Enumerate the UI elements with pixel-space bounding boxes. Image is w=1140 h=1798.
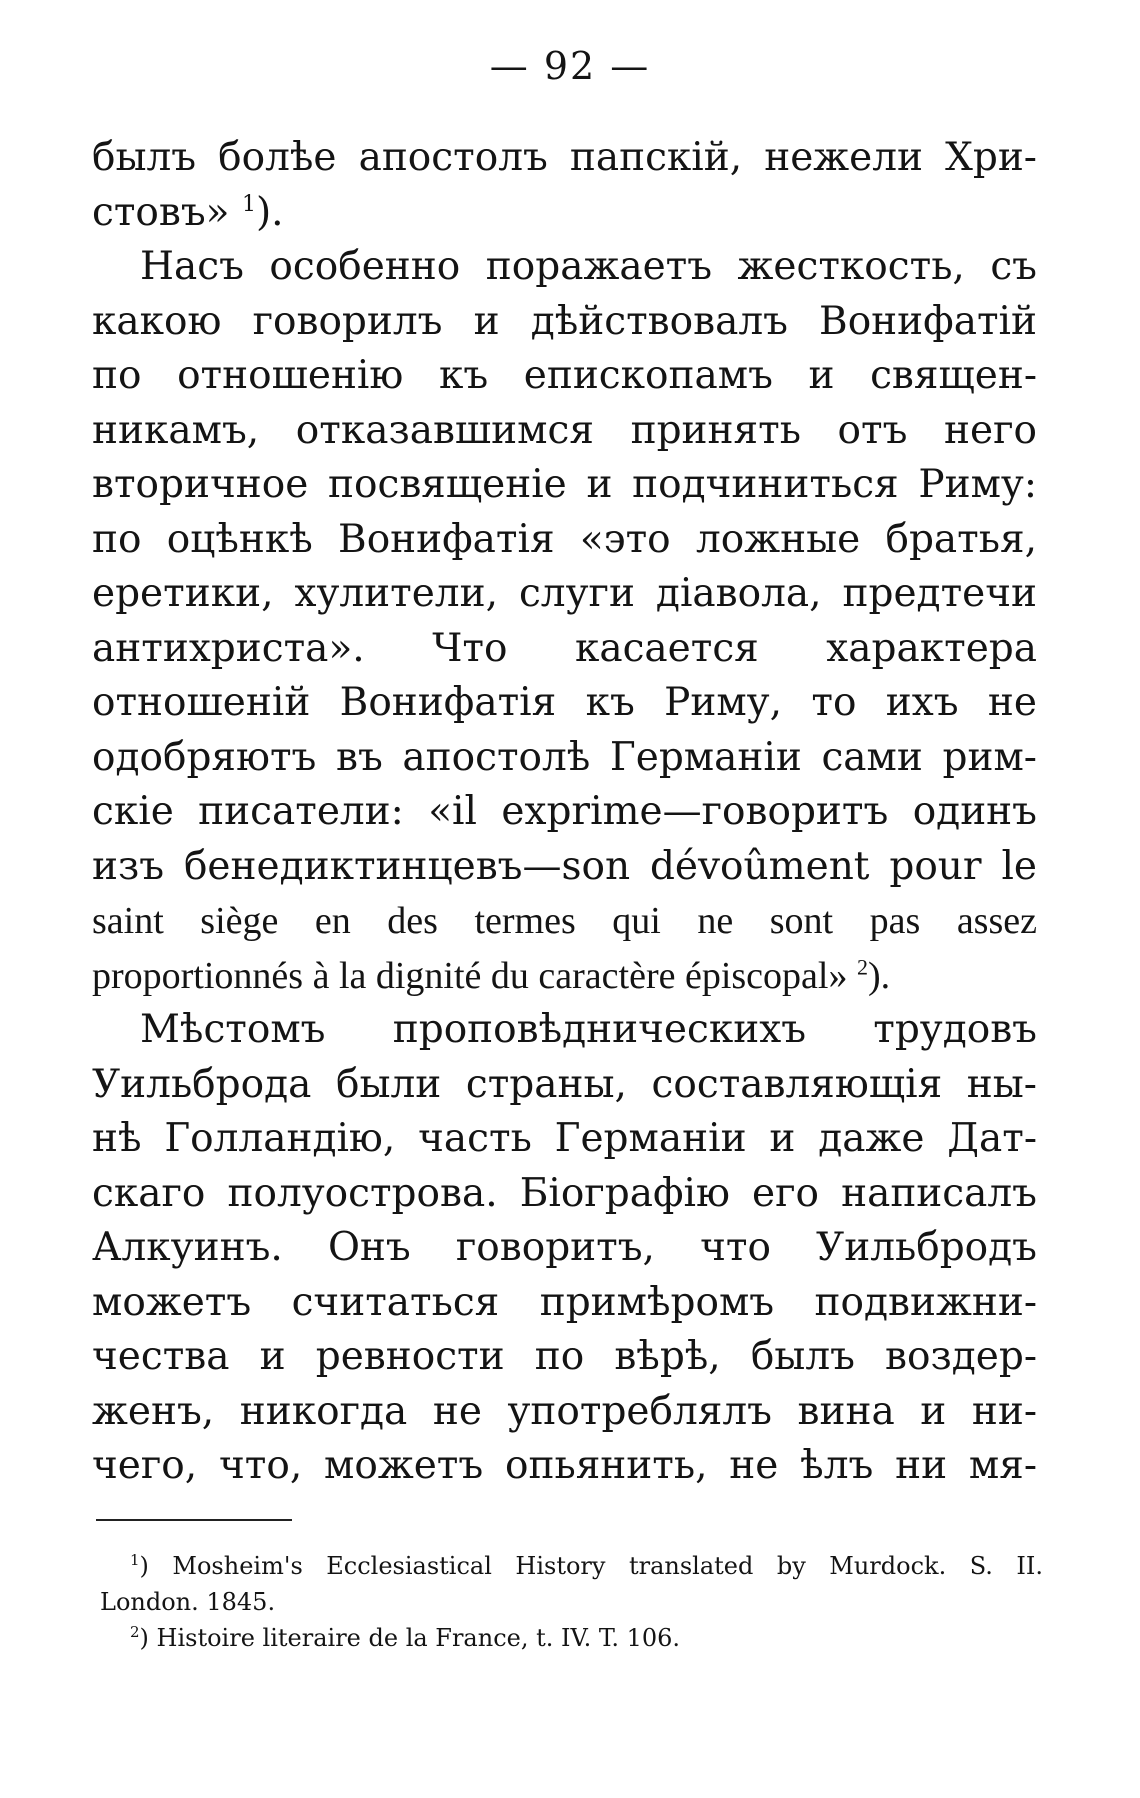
body-text: [92, 131, 1037, 1494]
text-line-content: чества и ревности по вѣрѣ, былъ воздер-: [92, 1334, 1037, 1379]
text-line-content: антихриста». Что касается характера: [92, 625, 1037, 671]
text-line: [92, 676, 1037, 731]
footnote-number: 1: [130, 1551, 140, 1569]
text-line: [92, 1112, 1037, 1167]
text-line: [92, 731, 1037, 786]
text-line: [92, 567, 1037, 622]
page-number: — 92 —: [489, 44, 651, 88]
footnote-line: [100, 1584, 1043, 1620]
footnote-line: [100, 1620, 1043, 1656]
text-line: [92, 1330, 1037, 1385]
text-line-content: Насъ особенно поражаетъ жесткость, съ: [140, 244, 1037, 289]
text-line: [92, 458, 1037, 513]
text-line: [92, 1167, 1037, 1222]
text-line: [92, 349, 1037, 404]
text-line: [92, 622, 1037, 677]
text-line: [92, 240, 1037, 295]
text-line-content: по оцѣнкѣ Вонифатія «это ложные братья,: [92, 516, 1037, 562]
text-line: [92, 404, 1037, 459]
text-line-content: скаго полуострова. Біографію его написалъ: [92, 1170, 1037, 1216]
footnote-text: London. 1845.: [100, 1588, 276, 1616]
text-line: [92, 1276, 1037, 1331]
footnote-number: 2: [130, 1623, 140, 1641]
text-line: [92, 894, 1037, 949]
text-line: [92, 295, 1037, 350]
footnote-marker: 1: [241, 191, 256, 217]
text-line: [92, 1385, 1037, 1440]
text-line-content: можетъ считаться примѣромъ подвижни-: [92, 1279, 1037, 1325]
text-line-content: одобряютъ въ апостолѣ Германіи сами рим-: [92, 734, 1037, 780]
text-line-content: стовъ»: [92, 189, 242, 235]
footnote-rule: [96, 1519, 292, 1521]
text-line-content: proportionnés à la dignité du caractère épiscopal»: [92, 954, 857, 997]
text-line: [92, 785, 1037, 840]
text-line-content: Мѣстомъ проповѣдническихъ трудовъ: [140, 1007, 1037, 1052]
text-line: [92, 840, 1037, 895]
footnote-line: [100, 1548, 1043, 1584]
text-line: [92, 513, 1037, 568]
text-line-content: еретики, хулители, слуги діавола, предтечи: [92, 571, 1037, 616]
text-line-content: вторичное посвященіе и подчиниться Риму:: [92, 462, 1037, 507]
text-line-content: saint siège en des termes qui ne sont pas assez: [92, 900, 1037, 942]
text-line: [92, 949, 1037, 1004]
text-line-content: скіе писатели: «il exprime—говоритъ одинъ: [92, 789, 1037, 834]
text-line-content: никамъ, отказавшимся принять отъ него: [92, 407, 1037, 453]
text-line: [92, 1221, 1037, 1276]
footnote-text: ) Histoire literaire de la France, t. IV. T. 106.: [139, 1624, 681, 1652]
text-line-content: нѣ Голландію, часть Германіи и даже Дат-: [92, 1116, 1037, 1161]
text-line: [92, 131, 1037, 186]
text-line-content: Уильброда были страны, составляющія ны-: [92, 1061, 1037, 1107]
footnote-marker: 2: [856, 953, 868, 979]
text-line-content: какою говорилъ и дѣйствовалъ Вонифатій: [92, 298, 1037, 344]
text-line: [92, 1058, 1037, 1113]
footnote-text: ) Mosheim's Ecclesiastical History translated by Murdock. S. II.: [139, 1552, 1043, 1580]
text-line-tail: ).: [255, 189, 284, 235]
text-line-content: отношеній Вонифатія къ Риму, то ихъ не: [92, 680, 1037, 725]
text-line-content: женъ, никогда не употреблялъ вина и ни-: [92, 1388, 1037, 1434]
text-line: [92, 186, 1037, 241]
footnotes: [100, 1548, 1043, 1656]
text-line-tail: ).: [867, 954, 891, 997]
text-line-content: Алкуинъ. Онъ говоритъ, что Уильбродъ: [92, 1225, 1037, 1270]
text-line-content: былъ болѣе апостолъ папскій, нежели Хри-: [92, 135, 1037, 180]
text-line-content: чего, что, можетъ опьянить, не ѣлъ ни мя-: [92, 1443, 1037, 1488]
text-line: [92, 1439, 1037, 1494]
text-line-content: изъ бенедиктинцевъ—son dévoûment pour le: [92, 843, 1037, 889]
text-line: [92, 1003, 1037, 1058]
text-line-content: по отношенію къ епископамъ и священ-: [92, 353, 1037, 398]
